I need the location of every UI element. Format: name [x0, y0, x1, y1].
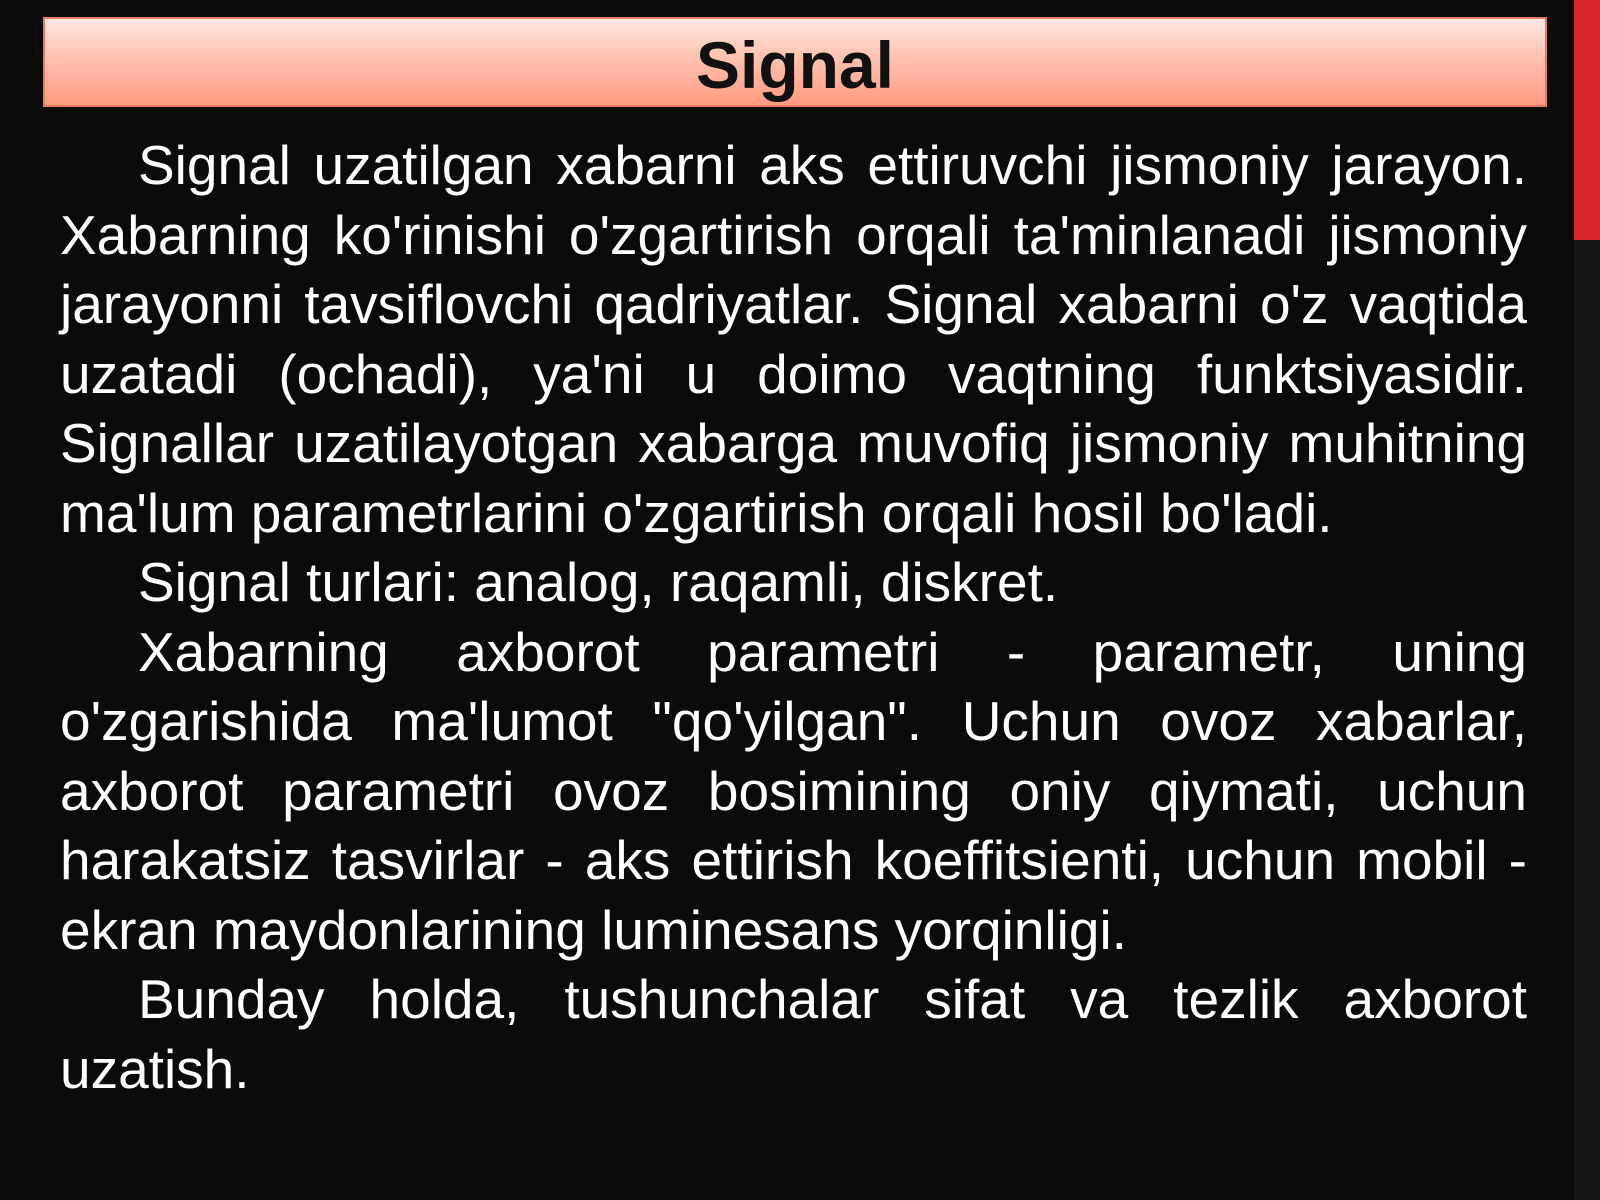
slide-title: Signal	[695, 28, 895, 102]
paragraph-conclusion: Bunday holda, tushunchalar sifat va tezlik axborot uzatish.	[60, 968, 1527, 1100]
paragraph-signal-types: Signal turlari: analog, raqamli, diskret.	[138, 551, 1059, 613]
red-accent-bar	[1574, 0, 1600, 240]
paragraph-signal-definition: Signal uzatilgan xabarni aks ettiruvchi jismoniy jarayon. Xabarning ko'rinishi o'zgartirish orqali ta'minlanadi jismoniy jarayonni tavsiflovchi qadriyatlar. Signal xabarni o'z vaqtida uzatadi (ochadi), ya'ni u doimo vaqtning funktsiyasidir. Signallar uzatilayotgan xabarga muvofiq jismoniy muhitning ma'lum parametrlarini o'zgartirish orqali hosil bo'ladi.	[60, 134, 1527, 544]
paragraph-information-parameter: Xabarning axborot parametri - parametr, uning o'zgarishida ma'lumot "qo'yilgan". Uchun ovoz xabarlar, axborot parametri ovoz bosimining oniy qiymati, uchun harakatsiz tasvirlar - aks ettirish koeffitsienti, uchun mobil - ekran maydonlarining luminesans yorqinligi.	[60, 620, 1527, 961]
slide-body	[60, 131, 1527, 1104]
side-shade	[1574, 240, 1600, 1200]
title-banner	[43, 17, 1547, 107]
